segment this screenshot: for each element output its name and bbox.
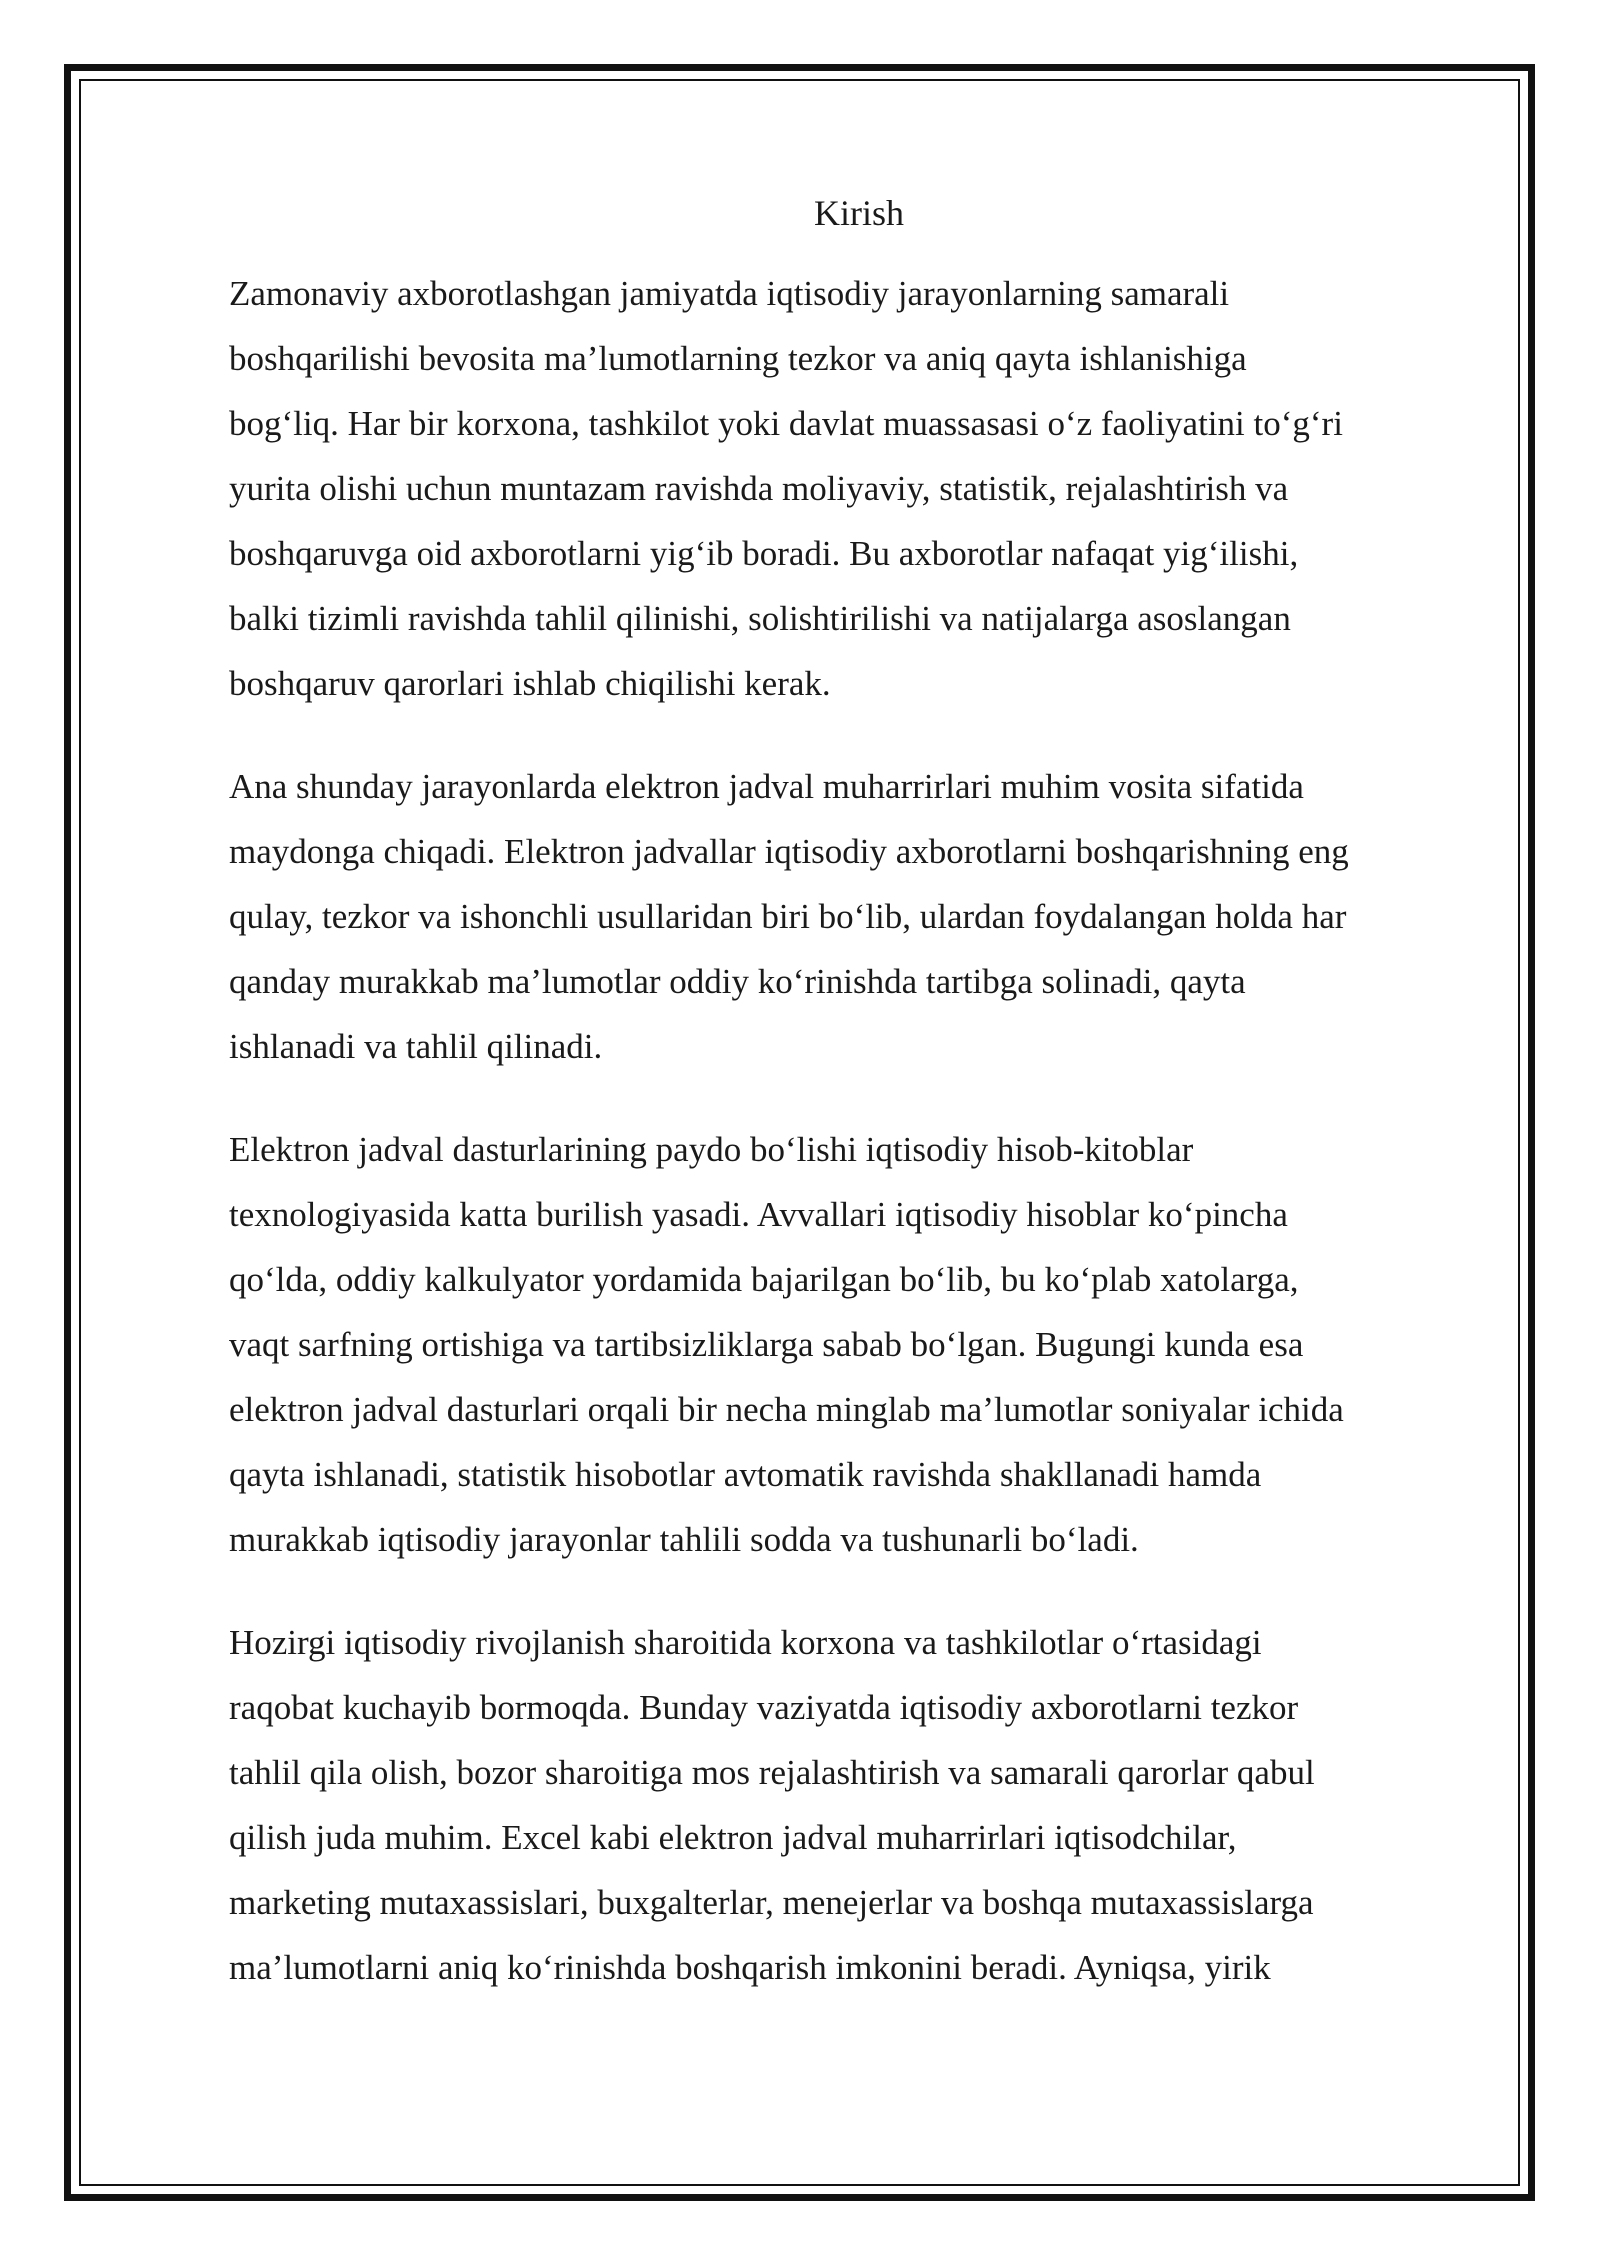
paragraph-3: Elektron jadval dasturlarining paydo bo‘lishi iqtisodiy hisob-kitoblar texnologiyasida katta burilish yasadi. Avvallari iqtisodiy hisoblar ko‘pincha qo‘lda, oddiy kalkulyator yordamida bajarilgan bo‘lib, bu ko‘plab xatolarga, vaqt sarfning ortishiga va tartibsizliklarga sabab bo‘lgan. Bugungi kunda esa elektron jadval dasturlari orqali bir necha minglab ma’lumotlar soniyalar ichida qayta ishlanadi, statistik hisobotlar avtomatik ravishda shakllanadi hamda murakkab iqtisodiy jarayonlar tahlili sodda va tushunarli bo‘ladi. (229, 1130, 1344, 1559)
paragraph-1: Zamonaviy axborotlashgan jamiyatda iqtisodiy jarayonlarning samarali boshqarilishi bevosita ma’lumotlarning tezkor va aniq qayta ishlanishiga bog‘liq. Har bir korxona, tashkilot yoki davlat muassasasi o‘z faoliyatini to‘g‘ri yurita olishi uchun muntazam ravishda moliyaviy, statistik, rejalashtirish va boshqaruvga oid axborotlarni yig‘ib boradi. Bu axborotlar nafaqat yig‘ilishi, balki tizimli ravishda tahlil qilinishi, solishtirilishi va natijalarga asoslangan boshqaruv qarorlari ishlab chiqilishi kerak. (229, 274, 1343, 703)
document-body (229, 185, 1449, 2038)
paragraph-2: Ana shunday jarayonlarda elektron jadval muharrirlari muhim vosita sifatida maydonga chiqadi. Elektron jadvallar iqtisodiy axborotlarni boshqarishning eng qulay, tezkor va ishonchli usullaridan biri bo‘lib, ulardan foydalangan holda har qanday murakkab ma’lumotlar oddiy ko‘rinishda tartibga solinadi, qayta ishlanadi va tahlil qilinadi. (229, 767, 1349, 1066)
paragraph-4: Hozirgi iqtisodiy rivojlanish sharoitida korxona va tashkilotlar o‘rtasidagi raqobat kuchayib bormoqda. Bunday vaziyatda iqtisodiy axborotlarni tezkor tahlil qila olish, bozor sharoitiga mos rejalashtirish va samarali qarorlar qabul qilish juda muhim. Excel kabi elektron jadval muharrirlari iqtisodchilar, marketing mutaxassislari, buxgalterlar, menejerlar va boshqa mutaxassislarga ma’lumotlarni aniq ko‘rinishda boshqarish imkonini beradi. Ayniqsa, yirik (229, 1623, 1315, 1987)
document-title: Kirish (814, 193, 904, 233)
